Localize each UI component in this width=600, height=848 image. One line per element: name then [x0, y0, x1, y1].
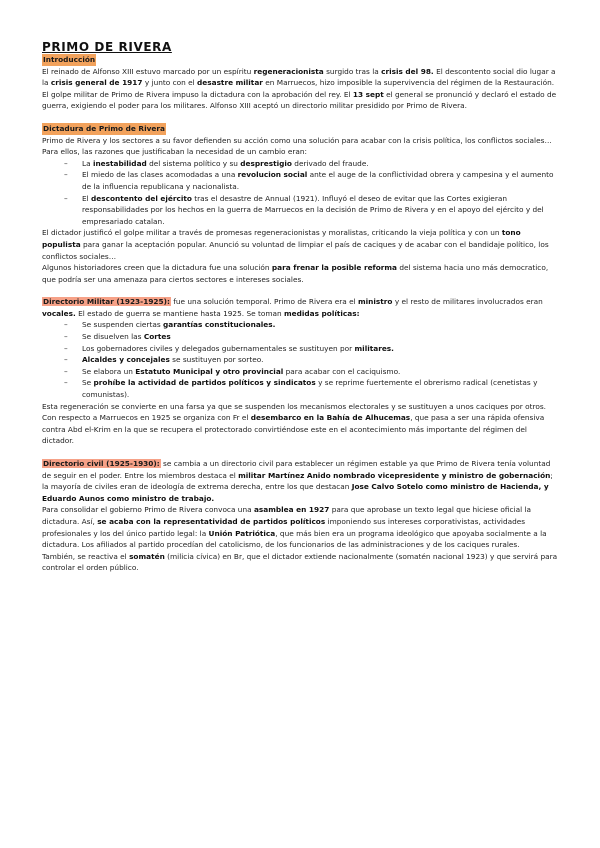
- section-heading-intro: Introducción: [43, 55, 96, 64]
- civil-paragraph-3: También, se reactiva el somatén (milicia cívica) en Br, que el dictador extiende nacionalmente (somatén nacional 1923) y que servirá para controlar el orden público.: [42, 551, 558, 573]
- section-heading-civil: Directorio civil (1925-1930):: [43, 459, 160, 468]
- section-directorio-civil: [42, 458, 558, 574]
- list-item: – La inestabilidad del sistema político y su desprestigio derivado del fraude.: [42, 158, 558, 170]
- list-item: – Se prohíbe la actividad de partidos políticos y sindicatos y se reprime fuertemente el obrerismo radical (cenetistas y comunistas).: [42, 377, 558, 400]
- civil-paragraph-2: Para consolidar el gobierno Primo de Rivera convoca una asamblea en 1927 para que aprobase un texto legal que hiciese oficial la dictadura. Así, se acaba con la representatividad de partidos políticos imponiendo sus intereses corporativistas, actividades profesionales y los del único partido legal: la Unión Patriótica, que más bien era un programa ideológico que apoyaba socialmente a la dictadura. Los afiliados al partido procedían del catolicismo, de los funcionarios de las administraciones y de los caciques rurales.: [42, 505, 547, 550]
- civil-paragraph-1: Directorio civil (1925-1930): se cambia a un directorio civil para establecer un régimen estable ya que Primo de Rivera tenía voluntad de seguir en el poder. Entre los miembros destaca el militar Martínez Anido nombrado vicepresidente y ministro de gobernación; la mayoría de civiles eran de ideología de extrema derecha, entre los que destacan Jose Calvo Sotelo como ministro de Hacienda, y Eduardo Aunos como ministro de trabajo.: [42, 459, 553, 503]
- list-item: – El miedo de las clases acomodadas a una revolucion social ante el auge de la conflictividad obrera y campesina y el aumento de la influencia republicana y nacionalista.: [42, 169, 558, 192]
- militar-paragraph-3: Con respecto a Marruecos en 1925 se organiza con Fr el desembarco en la Bahía de Alhucemas, que pasa a ser una rápida ofensiva contra Abd el-Krim en la que se recupera el protectorado convirtiéndose este en el acontecimiento más importante del régimen del dictador.: [42, 413, 545, 446]
- list-item: – Se suspenden ciertas garantías constitucionales.: [42, 319, 558, 331]
- list-item: – El descontento del ejército tras el desastre de Annual (1921). Influyó el deseo de evitar que las Cortes exigieran responsabilidades por los hechos en la guerra de Marruecos en la decisión de Primo de Rivera y en el apoyo del ejército y del empresariado catalan.: [42, 193, 558, 228]
- dictadura-reasons-list: [42, 158, 558, 228]
- section-heading-militar: Directorio Militar (1923-1925):: [43, 297, 170, 307]
- list-item: – Se disuelven las Cortes: [42, 331, 558, 343]
- intro-paragraph-2: El golpe militar de Primo de Rivera impuso la dictadura con la aprobación del rey. El 13 sept el general se pronunció y declaró el estado de guerra, exigiendo el poder para los militares. Alfonso XIII aceptó un directorio militar presidido por Primo de Rivera.: [42, 89, 557, 111]
- section-heading-dictadura: Dictadura de Primo de Rivera: [43, 123, 165, 133]
- militar-measures-list: [42, 319, 558, 400]
- page-title: PRIMO DE RIVERA: [42, 40, 172, 54]
- list-item: – Alcaldes y concejales se sustituyen por sorteo.: [42, 354, 558, 366]
- militar-paragraph-2: Esta regeneración se convierte en una farsa ya que se suspenden los mecanismos electorales y se sustituyen a unos caciques por otros.: [42, 401, 546, 411]
- dictadura-intro: Primo de Rivera y los sectores a su favor defienden su acción como una solución para acabar con la crisis política, los conflictos sociales… Para ellos, las razones que justificaban la necesidad de un cambio eran:: [42, 135, 552, 157]
- militar-paragraph-1: Directorio Militar (1923-1925): fue una solución temporal. Primo de Rivera era el ministro y el resto de militares involucrados eran vocales. El estado de guerra se mantiene hasta 1925. Se toman medidas políticas:: [42, 297, 543, 318]
- list-item: – Se elabora un Estatuto Municipal y otro provincial para acabar con el caciquismo.: [42, 366, 558, 378]
- document-page: [42, 40, 558, 574]
- section-dictadura: [42, 123, 558, 285]
- dictadura-paragraph-1: El dictador justificó el golpe militar a través de promesas regeneracionistas y moralistas, criticando la vieja política y con un tono populista para ganar la aceptación popular. Anunció su voluntad de limpiar el país de caciques y de acabar con el bandidaje político, los conflictos sociales…: [42, 228, 549, 261]
- section-intro: [42, 54, 558, 112]
- list-item: – Los gobernadores civiles y delegados gubernamentales se sustituyen por militares.: [42, 343, 558, 355]
- section-directorio-militar: [42, 296, 558, 447]
- intro-paragraph-1: El reinado de Alfonso XIII estuvo marcado por un espíritu regeneracionista surgido tras la crisis del 98. El descontento social dio lugar a la crisis general de 1917 y junto con el desastre militar en Marruecos, hizo imposible la supervivencia del régimen de la Restauración.: [42, 66, 556, 88]
- dictadura-paragraph-2: Algunos historiadores creen que la dictadura fue una solución para frenar la posible reforma del sistema hacia uno más democratico, que podría ser una amenaza para ciertos sectores e intereses sociales.: [42, 263, 549, 284]
